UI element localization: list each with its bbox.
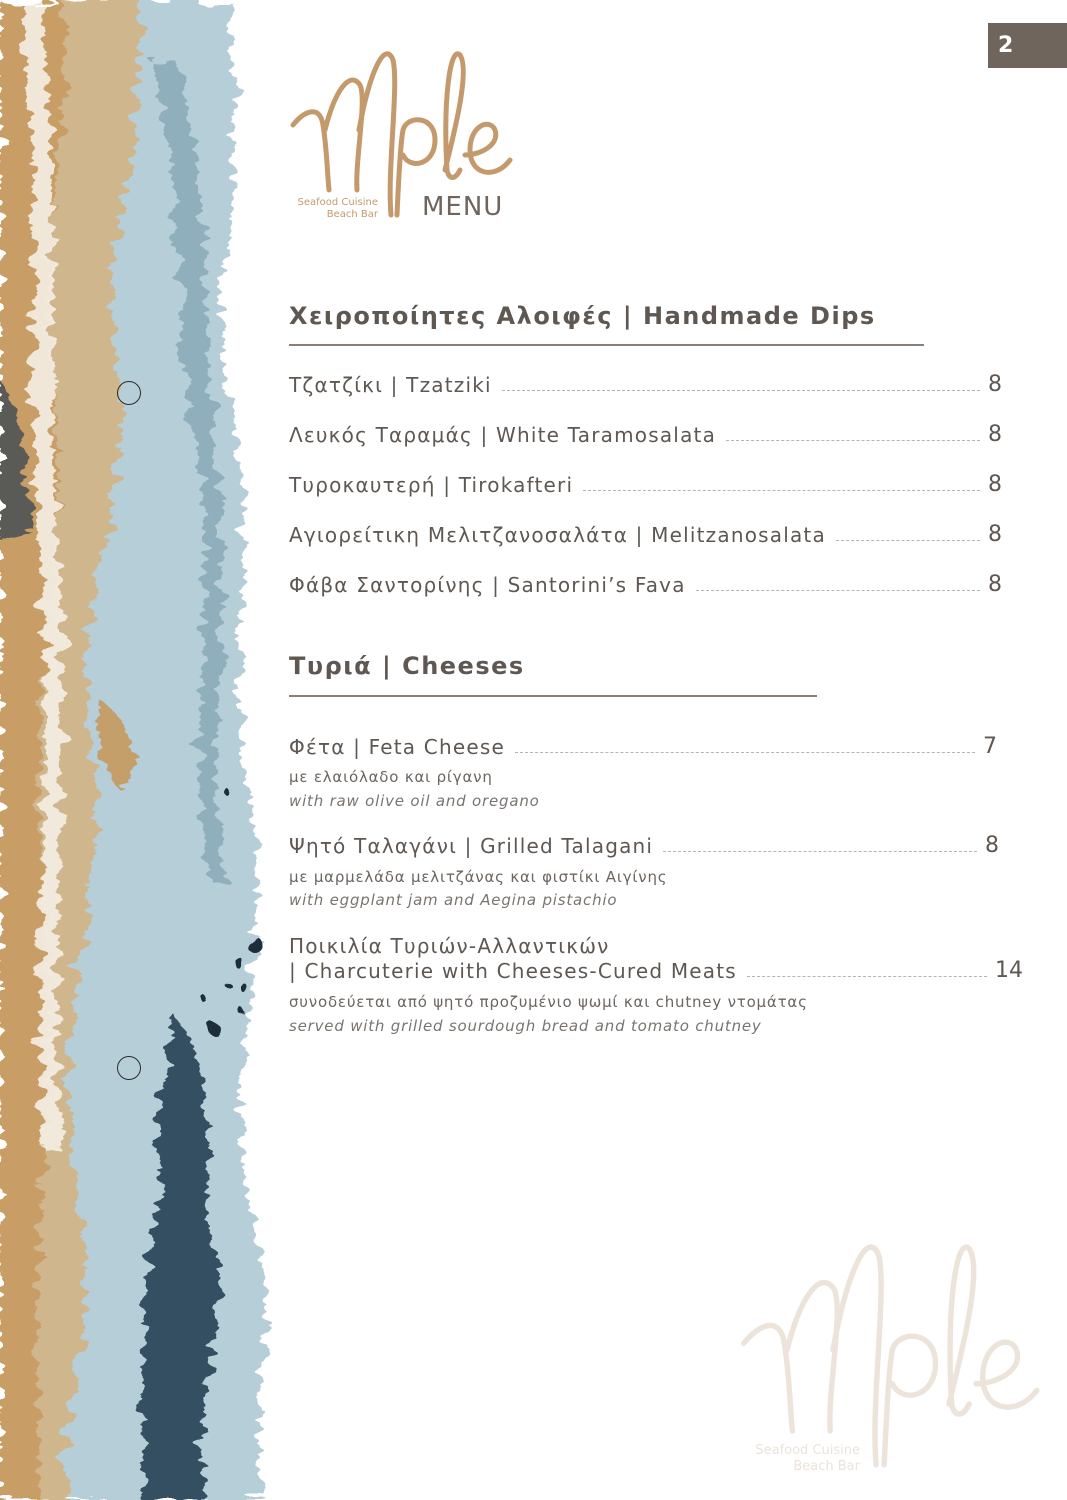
watercolor-strip — [0, 0, 300, 1500]
section-title-dips: Χειροποίητες Αλοιφές | Handmade Dips — [289, 302, 876, 330]
item-description-en: served with grilled sourdough bread and tomato chutney — [289, 1017, 762, 1035]
watermark-logo — [730, 1215, 1060, 1485]
item-price: 8 — [988, 422, 1002, 447]
menu-label: MENU — [422, 192, 504, 222]
item-name: Αγιορείτικη Μελιτζανοσαλάτα | Melitzanosalata — [289, 523, 826, 547]
item-price: 8 — [985, 833, 999, 858]
logo-tagline-line2: Beach Bar — [326, 209, 378, 220]
logo-tagline-line1: Seafood Cuisine — [297, 197, 378, 208]
dot-leader — [515, 752, 975, 753]
item-description-gr: συνοδεύεται από ψητό προζυμένιο ψωμί και chutney ντομάτας — [289, 993, 808, 1011]
dot-leader — [663, 851, 977, 852]
item-name: Λευκός Ταραμάς | White Taramosalata — [289, 423, 717, 447]
binder-ring-bottom — [117, 1056, 141, 1080]
item-name-line1: Ποικιλία Τυριών-Αλλαντικών — [289, 934, 610, 958]
item-price: 8 — [988, 372, 1002, 397]
item-price: 8 — [988, 572, 1002, 597]
menu-item — [289, 572, 1014, 597]
item-name: Φέτα | Feta Cheese — [289, 735, 505, 759]
item-name: Τζατζίκι | Tzatziki — [289, 373, 492, 397]
section-divider-dips — [289, 344, 924, 346]
item-name: Ψητό Ταλαγάνι | Grilled Talagani — [289, 834, 654, 858]
item-price: 8 — [988, 472, 1002, 497]
watermark-tagline-line2: Beach Bar — [793, 1459, 860, 1474]
brand-logo — [285, 30, 525, 230]
menu-item — [289, 372, 1014, 397]
section-divider-cheeses — [289, 695, 817, 697]
item-price: 8 — [988, 522, 1002, 547]
dot-leader — [583, 490, 980, 491]
item-price: 7 — [983, 734, 997, 759]
dot-leader — [836, 540, 980, 541]
menu-item — [289, 734, 1009, 759]
page-number-badge: 2 — [988, 23, 1067, 68]
watermark-tagline — [740, 1443, 860, 1475]
item-description-en: with raw olive oil and oregano — [289, 792, 540, 810]
item-name: | Charcuterie with Cheeses-Cured Meats — [289, 959, 737, 983]
binder-ring-top — [117, 381, 141, 405]
menu-item — [289, 472, 1014, 497]
item-name: Τυροκαυτερή | Tirokafteri — [289, 473, 574, 497]
menu-item-name-line1 — [289, 934, 610, 958]
dot-leader — [696, 590, 980, 591]
section-title-cheeses: Τυριά | Cheeses — [289, 652, 525, 680]
watermark-tagline-line1: Seafood Cuisine — [755, 1443, 860, 1458]
menu-item — [289, 958, 1021, 983]
dot-leader — [502, 390, 980, 391]
item-description-en: with eggplant jam and Aegina pistachio — [289, 891, 618, 909]
item-description-gr: με μαρμελάδα μελιτζάνας και φιστίκι Αιγίνης — [289, 868, 668, 886]
menu-item — [289, 422, 1014, 447]
logo-tagline — [291, 197, 378, 221]
item-description-gr: με ελαιόλαδο και ρίγανη — [289, 768, 493, 786]
menu-item — [289, 833, 1011, 858]
dot-leader — [726, 440, 980, 441]
dot-leader — [747, 976, 987, 977]
item-name: Φάβα Σαντορίνης | Santorini’s Fava — [289, 573, 686, 597]
item-price: 14 — [995, 958, 1023, 983]
menu-item — [289, 522, 1014, 547]
